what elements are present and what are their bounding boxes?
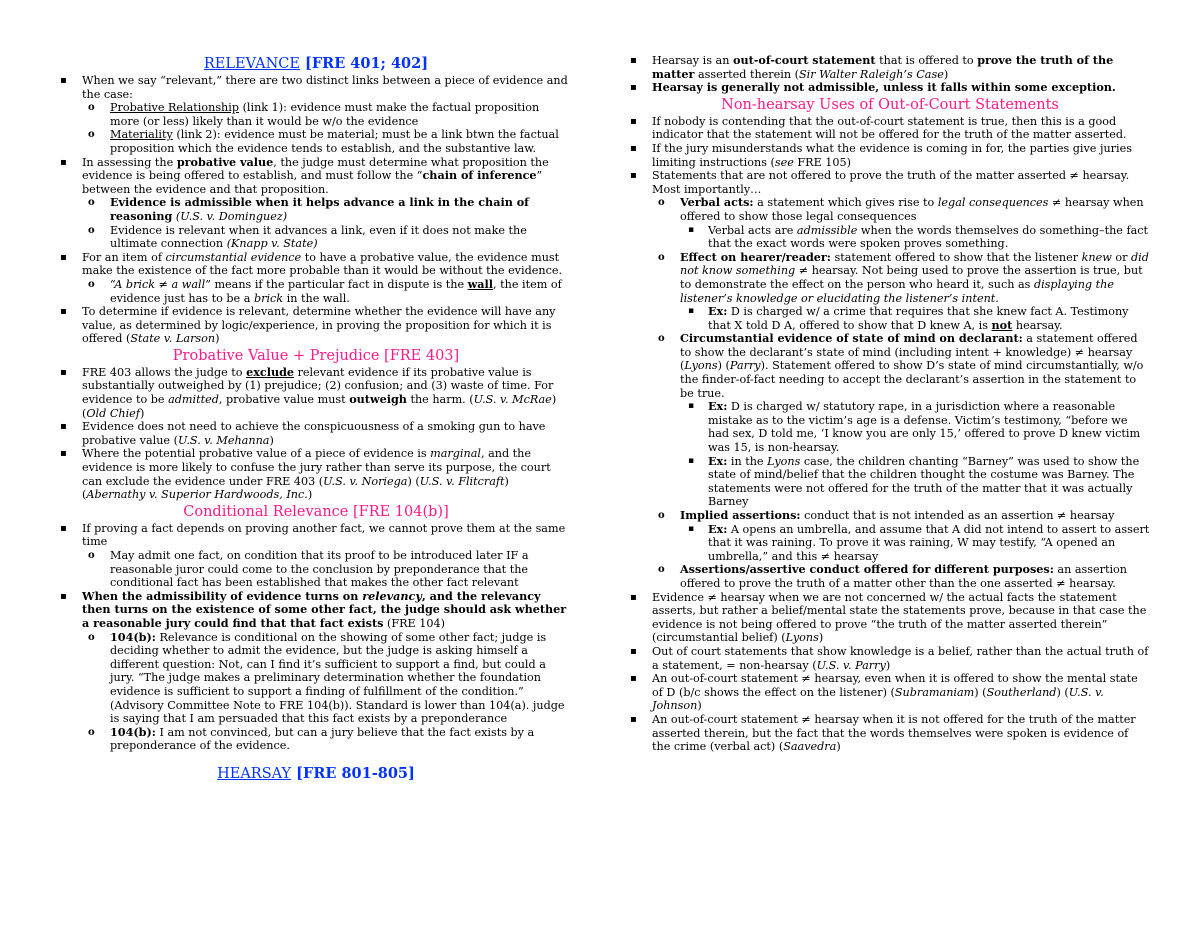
list-item: ▪ If nobody is contending that the out-of-court statement is true, then this is a good indicator that the statement will not be offered for the truth of the matter asserted. [630, 115, 1150, 142]
list-item: o Assertions/assertive conduct offered for different purposes: an assertion offered to prove the truth of a matter other than the one asserted ≠ hearsay. [630, 563, 1150, 590]
conditional-list [60, 522, 572, 753]
list-item: ▪ Hearsay is an out-of-court statement that is offered to prove the truth of the matter asserted therein (Sir Walter Raleigh’s Case) [630, 54, 1150, 81]
list-item: ▪ An out-of-court statement ≠ hearsay, even when it is offered to show the mental state of D (b/c shows the effect on the listener) (Subramaniam) (Southerland) (U.S. v. Johnson) [630, 672, 1150, 713]
list-item: ▪ Ex: A opens an umbrella, and assume that A did not intend to assert to assert that it was raining. To prove it was raining, W may testify, “A opened an umbrella,” and this ≠ hearsay [630, 523, 1150, 564]
list-item: ▪ Ex: D is charged w/ a crime that requires that she knew fact A. Testimony that X told D A, offered to show that D knew A, is not hearsay. [630, 305, 1150, 332]
list-item: o “A brick ≠ a wall” means if the particular fact in dispute is the wall, the item of evidence just has to be a brick in the wall. [60, 278, 572, 305]
list-item: ▪ Statements that are not offered to prove the truth of the matter asserted ≠ hearsay. Most importantly… [630, 169, 1150, 196]
probative-list [60, 366, 572, 502]
list-item: ▪ Verbal acts are admissible when the words themselves do something–the fact that the exact words were spoken proves something. [630, 224, 1150, 251]
list-item: ▪ An out-of-court statement ≠ hearsay when it is not offered for the truth of the matter asserted therein, but the fact that the words themselves were spoken is evidence of the crime (verbal act) (Saavedra) [630, 713, 1150, 754]
list-item: o Effect on hearer/reader: statement offered to show that the listener knew or did not know something ≠ hearsay. Not being used to prove the assertion is true, but to demonstrate the effect on the person who heard it, such as displaying the listener’s knowledge or elucidating the listener’s intent. [630, 251, 1150, 305]
list-item: ▪ When the admissibility of evidence turns on relevancy, and the relevancy then turns on the existence of some other fact, the judge should ask whether a reasonable jury could find that that fact exists (FRE 104) [60, 590, 572, 631]
list-item: o Verbal acts: a statement which gives rise to legal consequences ≠ hearsay when offered to show those legal consequences [630, 196, 1150, 223]
list-item: o Implied assertions: conduct that is not intended as an assertion ≠ hearsay [630, 509, 1150, 523]
list-item: ▪ For an item of circumstantial evidence to have a probative value, the evidence must make the existence of the fact more probable than it would be without the evidence. [60, 251, 572, 278]
list-item: o 104(b): Relevance is conditional on the showing of some other fact; judge is deciding whether to admit the evidence, but the judge is asking himself a different question: Not, can I find it’s sufficient to support a find, but could a jury. “The judge makes a preliminary determination whether the foundation evidence is sufficient to support a finding of fulfillment of the condition.” (Advisory Committee Note to FRE 104(b)). Standard is lower than 104(a). judge is saying that I am persuaded that this fact exists by a preponderance [60, 631, 572, 726]
list-item: o May admit one fact, on condition that its proof to be introduced later IF a reasonable juror could come to the conclusion by preponderance that the conditional fact has been established that makes the other fact relevant [60, 549, 572, 590]
list-item: ▪ In assessing the probative value, the judge must determine what proposition the evidence is being offered to establish, and must follow the “chain of inference” between the evidence and that proposition. [60, 156, 572, 197]
hearsay-list [630, 54, 1150, 95]
list-item: o Materiality (link 2): evidence must be material; must be a link btwn the factual proposition which the evidence tends to establish, and the substantive law. [60, 128, 572, 155]
probative-heading: Probative Value + Prejudice [FRE 403] [172, 347, 460, 364]
list-item: ▪ Ex: in the Lyons case, the children chanting “Barney” was used to show the state of mind/belief that the children thought the costume was Barney. The statements were not offered for the truth of the matter that it was actually Barney [630, 455, 1150, 509]
list-item: o 104(b): I am not convinced, but can a jury believe that the fact exists by a preponderance of the evidence. [60, 726, 572, 753]
hearsay-heading: HEARSAY [FRE 801-805] [217, 764, 415, 782]
list-item: ▪ Evidence ≠ hearsay when we are not concerned w/ the actual facts the statement asserts, but rather a belief/mental state the statements prove, because in that case the evidence is not being offered to prove “the truth of the matter asserted therein” (circumstantial belief) (Lyons) [630, 591, 1150, 645]
list-item: o Evidence is relevant when it advances a link, even if it does not make the ultimate connection (Knapp v. State) [60, 224, 572, 251]
conditional-heading: Conditional Relevance [FRE 104(b)] [183, 503, 449, 520]
relevance-list [60, 74, 572, 346]
list-item: ▪ Where the potential probative value of a piece of evidence is marginal, and the evidence is more likely to confuse the jury rather than serve its purpose, the court can exclude the evidence under FRE 403 (U.S. v. Noriega) (U.S. v. Flitcraft) (Abernathy v. Superior Hardwoods, Inc.) [60, 447, 572, 501]
list-item: ▪ Ex: D is charged w/ statutory rape, in a jurisdiction where a reasonable mistake as to the victim’s age is a defense. Victim’s testimony, “before we had sex, D told me, ‘I know you are only 15,’ offered to prove D knew victim was 15, is non-hearsay. [630, 400, 1150, 454]
list-item: ▪ Out of court statements that show knowledge is a belief, rather than the actual truth of a statement, = non-hearsay (U.S. v. Parry) [630, 645, 1150, 672]
list-item: ▪ Evidence does not need to achieve the conspicuousness of a smoking gun to have probative value (U.S. v. Mehanna) [60, 420, 572, 447]
non-hearsay-list [630, 115, 1150, 754]
list-item: o Probative Relationship (link 1): evidence must make the factual proposition more (or less) likely than it would be w/o the evidence [60, 101, 572, 128]
list-item: ▪ To determine if evidence is relevant, determine whether the evidence will have any value, as determined by logic/experience, in proving the proposition for which it is offered (State v. Larson) [60, 305, 572, 346]
list-item: o Circumstantial evidence of state of mind on declarant: a statement offered to show the declarant’s state of mind (including intent + knowledge) ≠ hearsay (Lyons) (Parry). Statement offered to show D’s state of mind circumstantially, w/o the finder-of-fact needing to accept the declarant’s assertion in the statement to be true. [630, 332, 1150, 400]
non-hearsay-heading: Non-hearsay Uses of Out-of-Court Statements [721, 96, 1059, 113]
list-item: ▪ If the jury misunderstands what the evidence is coming in for, the parties give juries limiting instructions (see FRE 105) [630, 142, 1150, 169]
list-item: o Evidence is admissible when it helps advance a link in the chain of reasoning (U.S. v. Dominguez) [60, 196, 572, 223]
list-item: ▪ When we say “relevant,” there are two distinct links between a piece of evidence and the case: [60, 74, 572, 101]
relevance-heading: RELEVANCE [FRE 401; 402] [203, 55, 429, 72]
list-item: ▪ FRE 403 allows the judge to exclude relevant evidence if its probative value is substantially outweighed by (1) prejudice; (2) confusion; and (3) waste of time. For evidence to be admitted, probative value must outweigh the harm. (U.S. v. McRae) (Old Chief) [60, 366, 572, 420]
list-item: ▪ Hearsay is generally not admissible, unless it falls within some exception. [630, 81, 1150, 95]
right-column [630, 54, 1150, 754]
left-column [60, 54, 572, 784]
list-item: ▪ If proving a fact depends on proving another fact, we cannot prove them at the same time [60, 522, 572, 549]
